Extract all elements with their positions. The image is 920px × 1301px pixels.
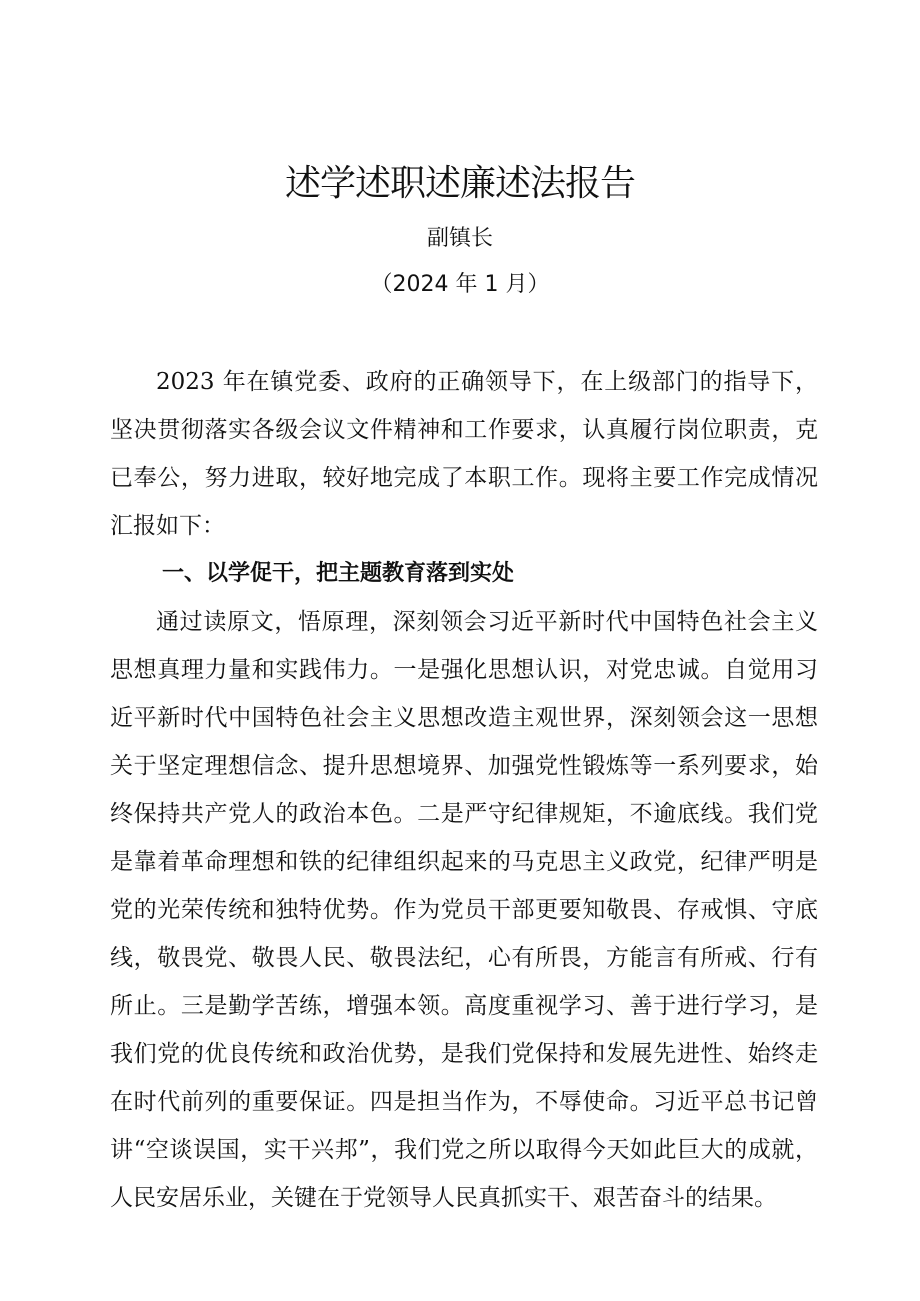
section-paragraph-1: 通过读原文，悟原理，深刻领会习近平新时代中国特色社会主义思想真理力量和实践伟力。一是强化思想认识，对党忠诚。自觉用习近平新时代中国特色社会主义思想改造主观世界，深刻领会这一思想关于坚定理想信念、提升思想境界、加强党性锻炼等一系列要求，始终保持共产党人的政治本色。二是严守纪律规矩，不逾底线。我们党是靠着革命理想和铁的纪律组织起来的马克思主义政党，纪律严明是党的光荣传统和独特优势。作为党员干部更要知敬畏、存戒惧、守底线，敬畏党、敬畏人民、敬畏法纪，心有所畏，方能言有所戒、行有所止。三是勤学苦练，增强本领。高度重视学习、善于进行学习，是我们党的优良传统和政治优势，是我们党保持和发展先进性、始终走在时代前列的重要保证。四是担当作为，不辱使命。习近平总书记曾讲“空谈误国，实干兴邦”，我们党之所以取得今天如此巨大的成就，人民安居乐业，关键在于党领导人民真抓实干、艰苦奋斗的结果。 bbox=[110, 609, 818, 1211]
document-author: 副镇长 bbox=[426, 226, 493, 251]
document-title: 述学述职述廉述法报告 bbox=[284, 163, 635, 204]
document-date: （2024 年 1 月） bbox=[370, 272, 550, 297]
section-heading-1: 一、以学促干，把主题教育落到实处 bbox=[162, 561, 515, 586]
document-body bbox=[110, 358, 818, 1222]
intro-paragraph: 2023 年在镇党委、政府的正确领导下，在上级部门的指导下，坚决贯彻落实各级会议文件精神和工作要求，认真履行岗位职责，克已奉公，努力进取，较好地完成了本职工作。现将主要工作完成情况汇报如下： bbox=[110, 369, 818, 539]
